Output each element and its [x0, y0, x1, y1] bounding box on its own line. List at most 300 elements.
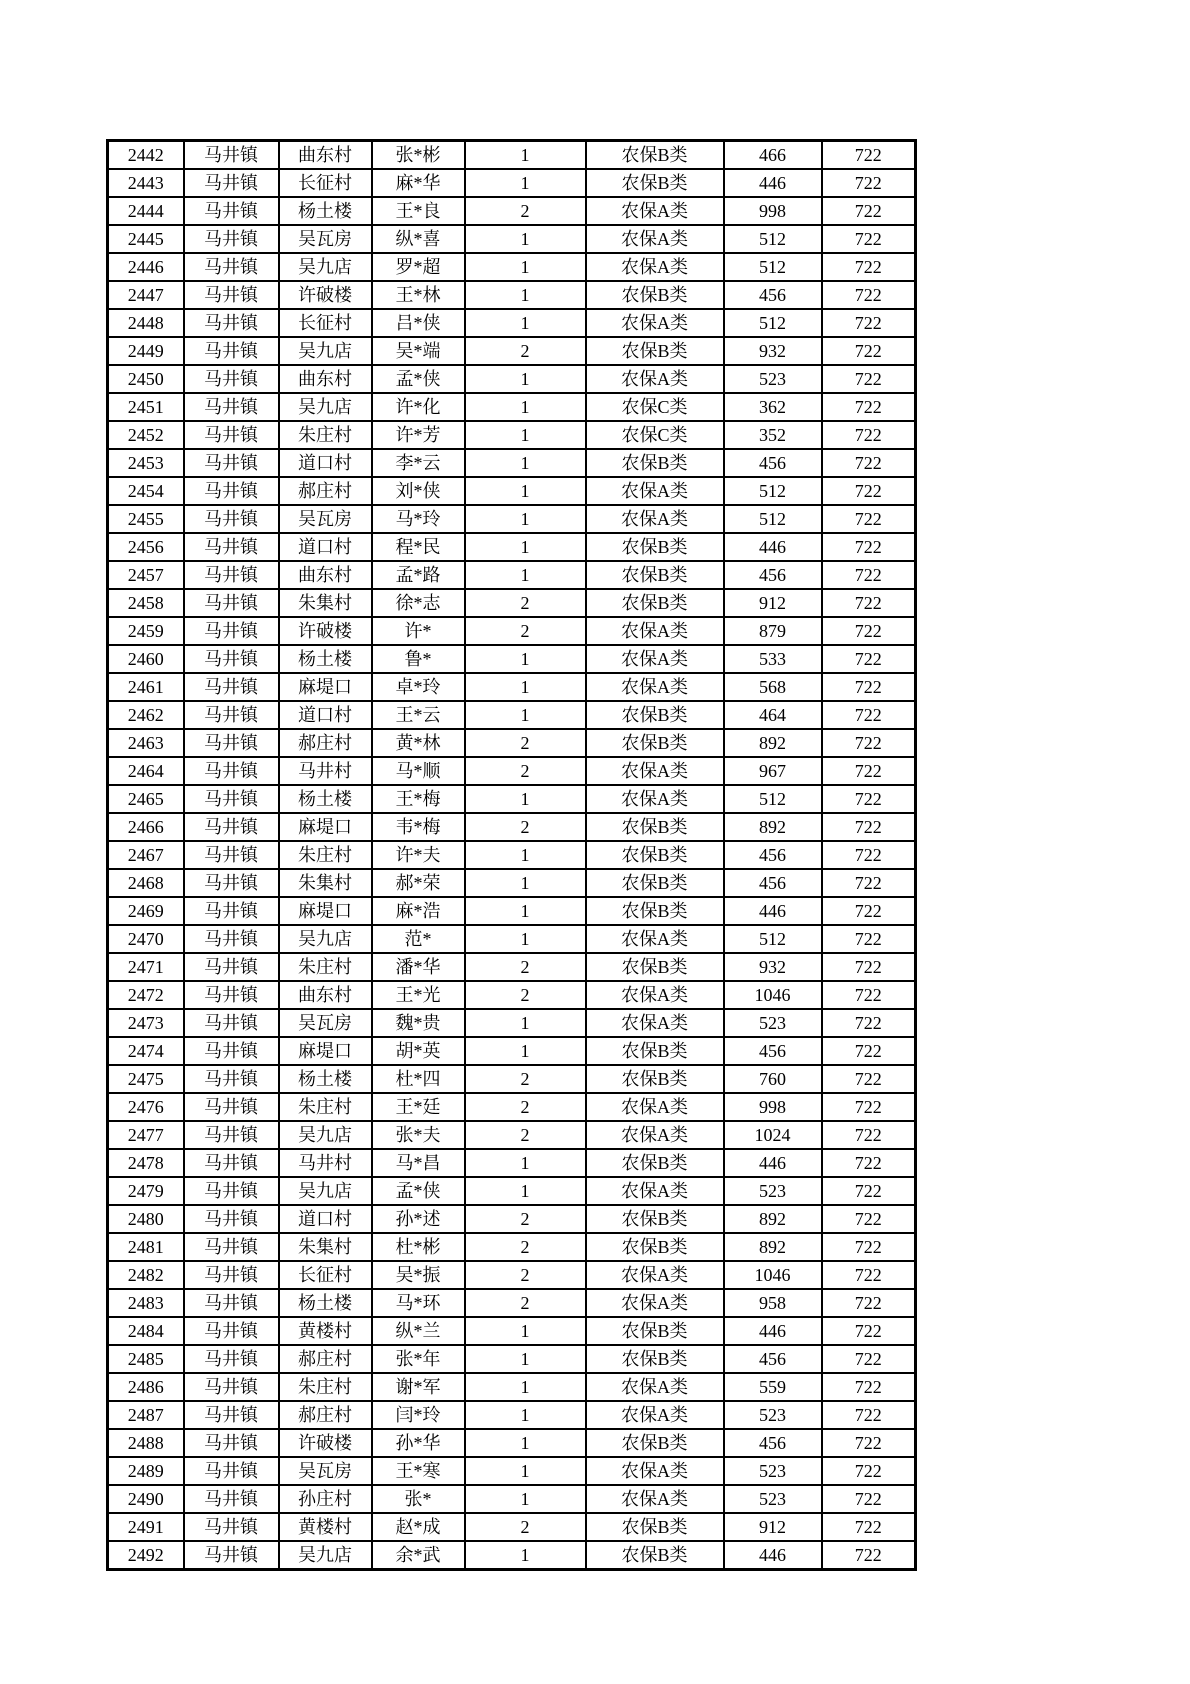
cell-town: 马井镇 — [184, 449, 279, 477]
cell-insurance-type: 农保A类 — [586, 981, 724, 1009]
cell-person-count: 1 — [465, 1149, 586, 1177]
cell-town: 马井镇 — [184, 421, 279, 449]
cell-insurance-type: 农保A类 — [586, 197, 724, 225]
cell-person-count: 1 — [465, 1373, 586, 1401]
cell-name: 孟*路 — [372, 561, 465, 589]
cell-insurance-type: 农保B类 — [586, 1541, 724, 1570]
cell-village: 朱庄村 — [279, 1093, 372, 1121]
table-row — [108, 897, 916, 925]
cell-insurance-type: 农保A类 — [586, 1121, 724, 1149]
cell-village: 长征村 — [279, 1261, 372, 1289]
cell-town: 马井镇 — [184, 1541, 279, 1570]
table-row — [108, 1261, 916, 1289]
cell-town: 马井镇 — [184, 1233, 279, 1261]
cell-insurance-type: 农保A类 — [586, 309, 724, 337]
cell-name: 罗*超 — [372, 253, 465, 281]
cell-amount: 523 — [724, 1457, 822, 1485]
cell-village: 杨土楼 — [279, 1289, 372, 1317]
cell-village: 吴九店 — [279, 1541, 372, 1570]
cell-person-count: 2 — [465, 953, 586, 981]
cell-amount: 932 — [724, 337, 822, 365]
cell-town: 马井镇 — [184, 1401, 279, 1429]
cell-serial-no: 2467 — [108, 841, 184, 869]
cell-village: 马井村 — [279, 757, 372, 785]
cell-name: 许*芳 — [372, 421, 465, 449]
cell-serial-no: 2482 — [108, 1261, 184, 1289]
cell-name: 许*化 — [372, 393, 465, 421]
cell-amount: 456 — [724, 1429, 822, 1457]
cell-name: 马*环 — [372, 1289, 465, 1317]
cell-person-count: 2 — [465, 813, 586, 841]
cell-name: 赵*成 — [372, 1513, 465, 1541]
cell-village: 朱庄村 — [279, 841, 372, 869]
cell-town: 马井镇 — [184, 729, 279, 757]
cell-person-count: 1 — [465, 1317, 586, 1345]
cell-standard: 722 — [822, 477, 916, 505]
cell-amount: 446 — [724, 897, 822, 925]
cell-serial-no: 2489 — [108, 1457, 184, 1485]
cell-town: 马井镇 — [184, 897, 279, 925]
cell-insurance-type: 农保B类 — [586, 813, 724, 841]
cell-standard: 722 — [822, 505, 916, 533]
cell-amount: 456 — [724, 869, 822, 897]
cell-name: 吴*振 — [372, 1261, 465, 1289]
table-row — [108, 1373, 916, 1401]
cell-serial-no: 2449 — [108, 337, 184, 365]
table-row — [108, 645, 916, 673]
cell-village: 马井村 — [279, 1149, 372, 1177]
cell-standard: 722 — [822, 897, 916, 925]
cell-town: 马井镇 — [184, 533, 279, 561]
cell-village: 朱庄村 — [279, 421, 372, 449]
cell-insurance-type: 农保B类 — [586, 533, 724, 561]
cell-town: 马井镇 — [184, 1093, 279, 1121]
cell-village: 吴九店 — [279, 925, 372, 953]
cell-serial-no: 2472 — [108, 981, 184, 1009]
table-row — [108, 589, 916, 617]
cell-village: 许破楼 — [279, 281, 372, 309]
cell-person-count: 1 — [465, 477, 586, 505]
cell-amount: 533 — [724, 645, 822, 673]
cell-town: 马井镇 — [184, 281, 279, 309]
cell-amount: 456 — [724, 561, 822, 589]
cell-amount: 892 — [724, 729, 822, 757]
cell-standard: 722 — [822, 813, 916, 841]
table-row — [108, 1093, 916, 1121]
cell-person-count: 1 — [465, 1485, 586, 1513]
cell-amount: 466 — [724, 141, 822, 170]
table-row — [108, 533, 916, 561]
cell-name: 王*良 — [372, 197, 465, 225]
cell-village: 吴瓦房 — [279, 1009, 372, 1037]
cell-serial-no: 2444 — [108, 197, 184, 225]
cell-amount: 892 — [724, 1233, 822, 1261]
cell-standard: 722 — [822, 673, 916, 701]
cell-name: 吕*侠 — [372, 309, 465, 337]
cell-town: 马井镇 — [184, 1373, 279, 1401]
cell-name: 王*光 — [372, 981, 465, 1009]
cell-village: 郝庄村 — [279, 1401, 372, 1429]
cell-amount: 912 — [724, 589, 822, 617]
cell-standard: 722 — [822, 1149, 916, 1177]
cell-standard: 722 — [822, 1373, 916, 1401]
cell-village: 吴瓦房 — [279, 1457, 372, 1485]
cell-amount: 523 — [724, 365, 822, 393]
cell-village: 黄楼村 — [279, 1317, 372, 1345]
cell-standard: 722 — [822, 421, 916, 449]
cell-serial-no: 2480 — [108, 1205, 184, 1233]
cell-standard: 722 — [822, 309, 916, 337]
cell-insurance-type: 农保A类 — [586, 645, 724, 673]
cell-insurance-type: 农保A类 — [586, 1457, 724, 1485]
cell-standard: 722 — [822, 869, 916, 897]
cell-insurance-type: 农保A类 — [586, 757, 724, 785]
cell-serial-no: 2457 — [108, 561, 184, 589]
cell-insurance-type: 农保C类 — [586, 393, 724, 421]
cell-person-count: 1 — [465, 1177, 586, 1205]
table-row — [108, 1429, 916, 1457]
cell-serial-no: 2445 — [108, 225, 184, 253]
cell-village: 朱庄村 — [279, 1373, 372, 1401]
table-row — [108, 925, 916, 953]
cell-name: 范* — [372, 925, 465, 953]
cell-insurance-type: 农保B类 — [586, 1317, 724, 1345]
cell-insurance-type: 农保B类 — [586, 701, 724, 729]
cell-town: 马井镇 — [184, 337, 279, 365]
cell-town: 马井镇 — [184, 757, 279, 785]
cell-person-count: 1 — [465, 645, 586, 673]
cell-village: 道口村 — [279, 533, 372, 561]
cell-village: 吴九店 — [279, 337, 372, 365]
cell-standard: 722 — [822, 1429, 916, 1457]
cell-standard: 722 — [822, 225, 916, 253]
cell-town: 马井镇 — [184, 589, 279, 617]
cell-village: 吴瓦房 — [279, 505, 372, 533]
cell-town: 马井镇 — [184, 785, 279, 813]
cell-insurance-type: 农保B类 — [586, 1065, 724, 1093]
cell-village: 长征村 — [279, 169, 372, 197]
cell-amount: 523 — [724, 1485, 822, 1513]
table-row — [108, 953, 916, 981]
cell-town: 马井镇 — [184, 701, 279, 729]
cell-town: 马井镇 — [184, 869, 279, 897]
cell-standard: 722 — [822, 1513, 916, 1541]
cell-name: 纵*兰 — [372, 1317, 465, 1345]
cell-town: 马井镇 — [184, 1177, 279, 1205]
cell-name: 孙*述 — [372, 1205, 465, 1233]
cell-serial-no: 2442 — [108, 141, 184, 170]
cell-standard: 722 — [822, 1093, 916, 1121]
cell-insurance-type: 农保B类 — [586, 869, 724, 897]
cell-name: 黄*林 — [372, 729, 465, 757]
cell-serial-no: 2486 — [108, 1373, 184, 1401]
cell-name: 徐*志 — [372, 589, 465, 617]
cell-serial-no: 2447 — [108, 281, 184, 309]
cell-amount: 512 — [724, 925, 822, 953]
cell-standard: 722 — [822, 1345, 916, 1373]
cell-amount: 456 — [724, 841, 822, 869]
cell-village: 吴瓦房 — [279, 225, 372, 253]
cell-name: 余*武 — [372, 1541, 465, 1570]
cell-name: 刘*侠 — [372, 477, 465, 505]
cell-village: 朱集村 — [279, 589, 372, 617]
cell-person-count: 2 — [465, 617, 586, 645]
cell-amount: 456 — [724, 1037, 822, 1065]
cell-serial-no: 2456 — [108, 533, 184, 561]
cell-town: 马井镇 — [184, 1121, 279, 1149]
cell-serial-no: 2464 — [108, 757, 184, 785]
cell-person-count: 1 — [465, 925, 586, 953]
table-row — [108, 449, 916, 477]
cell-name: 张*年 — [372, 1345, 465, 1373]
cell-serial-no: 2479 — [108, 1177, 184, 1205]
cell-name: 程*民 — [372, 533, 465, 561]
cell-serial-no: 2490 — [108, 1485, 184, 1513]
table-row — [108, 197, 916, 225]
table-row — [108, 1121, 916, 1149]
cell-village: 道口村 — [279, 701, 372, 729]
table-row — [108, 225, 916, 253]
table-row — [108, 813, 916, 841]
cell-serial-no: 2477 — [108, 1121, 184, 1149]
cell-insurance-type: 农保B类 — [586, 1149, 724, 1177]
cell-standard: 722 — [822, 1289, 916, 1317]
cell-village: 吴九店 — [279, 1177, 372, 1205]
cell-village: 孙庄村 — [279, 1485, 372, 1513]
cell-amount: 879 — [724, 617, 822, 645]
cell-village: 麻堤口 — [279, 1037, 372, 1065]
table-row — [108, 1149, 916, 1177]
cell-town: 马井镇 — [184, 925, 279, 953]
table-row — [108, 1233, 916, 1261]
cell-town: 马井镇 — [184, 1345, 279, 1373]
cell-insurance-type: 农保A类 — [586, 253, 724, 281]
cell-town: 马井镇 — [184, 981, 279, 1009]
table-row — [108, 1485, 916, 1513]
cell-insurance-type: 农保A类 — [586, 1093, 724, 1121]
cell-name: 纵*喜 — [372, 225, 465, 253]
cell-person-count: 1 — [465, 1401, 586, 1429]
cell-standard: 722 — [822, 365, 916, 393]
cell-amount: 998 — [724, 1093, 822, 1121]
cell-amount: 512 — [724, 309, 822, 337]
cell-insurance-type: 农保A类 — [586, 365, 724, 393]
cell-village: 许破楼 — [279, 1429, 372, 1457]
cell-person-count: 2 — [465, 1093, 586, 1121]
cell-insurance-type: 农保A类 — [586, 1261, 724, 1289]
cell-name: 许* — [372, 617, 465, 645]
cell-standard: 722 — [822, 533, 916, 561]
table-row — [108, 701, 916, 729]
cell-insurance-type: 农保B类 — [586, 841, 724, 869]
table-row — [108, 729, 916, 757]
cell-amount: 512 — [724, 477, 822, 505]
cell-standard: 722 — [822, 729, 916, 757]
cell-town: 马井镇 — [184, 1205, 279, 1233]
cell-village: 杨土楼 — [279, 785, 372, 813]
table-row — [108, 141, 916, 170]
cell-standard: 722 — [822, 953, 916, 981]
cell-serial-no: 2492 — [108, 1541, 184, 1570]
table-row — [108, 1317, 916, 1345]
cell-insurance-type: 农保B类 — [586, 1233, 724, 1261]
cell-village: 杨土楼 — [279, 1065, 372, 1093]
cell-standard: 722 — [822, 925, 916, 953]
cell-person-count: 2 — [465, 1121, 586, 1149]
cell-village: 麻堤口 — [279, 897, 372, 925]
table-row — [108, 1401, 916, 1429]
cell-serial-no: 2465 — [108, 785, 184, 813]
cell-serial-no: 2443 — [108, 169, 184, 197]
cell-amount: 892 — [724, 813, 822, 841]
cell-person-count: 1 — [465, 701, 586, 729]
cell-village: 吴九店 — [279, 1121, 372, 1149]
cell-name: 张*彬 — [372, 141, 465, 170]
cell-village: 杨土楼 — [279, 645, 372, 673]
cell-serial-no: 2471 — [108, 953, 184, 981]
cell-village: 麻堤口 — [279, 673, 372, 701]
cell-town: 马井镇 — [184, 1485, 279, 1513]
cell-serial-no: 2485 — [108, 1345, 184, 1373]
cell-serial-no: 2483 — [108, 1289, 184, 1317]
cell-village: 曲东村 — [279, 141, 372, 170]
cell-amount: 446 — [724, 1317, 822, 1345]
table-row — [108, 1289, 916, 1317]
cell-name: 张* — [372, 1485, 465, 1513]
cell-person-count: 1 — [465, 869, 586, 897]
cell-name: 孟*侠 — [372, 365, 465, 393]
cell-person-count: 2 — [465, 1205, 586, 1233]
cell-insurance-type: 农保B类 — [586, 141, 724, 170]
cell-insurance-type: 农保A类 — [586, 1177, 724, 1205]
cell-village: 郝庄村 — [279, 1345, 372, 1373]
cell-person-count: 1 — [465, 841, 586, 869]
cell-name: 胡*英 — [372, 1037, 465, 1065]
cell-person-count: 1 — [465, 141, 586, 170]
cell-standard: 722 — [822, 197, 916, 225]
table-row — [108, 673, 916, 701]
cell-person-count: 1 — [465, 281, 586, 309]
cell-serial-no: 2473 — [108, 1009, 184, 1037]
cell-village: 朱庄村 — [279, 953, 372, 981]
table-row — [108, 337, 916, 365]
cell-town: 马井镇 — [184, 197, 279, 225]
table-row — [108, 477, 916, 505]
cell-standard: 722 — [822, 617, 916, 645]
cell-name: 麻*浩 — [372, 897, 465, 925]
cell-serial-no: 2491 — [108, 1513, 184, 1541]
records-table-body — [108, 141, 916, 1570]
table-row — [108, 1541, 916, 1570]
cell-town: 马井镇 — [184, 1065, 279, 1093]
cell-amount: 958 — [724, 1289, 822, 1317]
cell-village: 许破楼 — [279, 617, 372, 645]
cell-person-count: 1 — [465, 421, 586, 449]
cell-standard: 722 — [822, 253, 916, 281]
cell-amount: 456 — [724, 281, 822, 309]
cell-town: 马井镇 — [184, 1009, 279, 1037]
cell-village: 朱集村 — [279, 869, 372, 897]
table-row — [108, 1009, 916, 1037]
cell-name: 王*廷 — [372, 1093, 465, 1121]
cell-person-count: 1 — [465, 309, 586, 337]
records-table — [106, 139, 917, 1571]
cell-amount: 512 — [724, 253, 822, 281]
cell-insurance-type: 农保A类 — [586, 1373, 724, 1401]
cell-amount: 1046 — [724, 981, 822, 1009]
table-row — [108, 1457, 916, 1485]
cell-town: 马井镇 — [184, 225, 279, 253]
cell-village: 曲东村 — [279, 365, 372, 393]
cell-standard: 722 — [822, 757, 916, 785]
cell-town: 马井镇 — [184, 841, 279, 869]
cell-person-count: 1 — [465, 365, 586, 393]
cell-standard: 722 — [822, 449, 916, 477]
cell-serial-no: 2458 — [108, 589, 184, 617]
cell-person-count: 2 — [465, 729, 586, 757]
cell-standard: 722 — [822, 1009, 916, 1037]
cell-amount: 352 — [724, 421, 822, 449]
cell-insurance-type: 农保B类 — [586, 337, 724, 365]
cell-person-count: 2 — [465, 1233, 586, 1261]
cell-village: 郝庄村 — [279, 477, 372, 505]
cell-serial-no: 2484 — [108, 1317, 184, 1345]
cell-standard: 722 — [822, 1205, 916, 1233]
cell-serial-no: 2487 — [108, 1401, 184, 1429]
cell-person-count: 2 — [465, 1065, 586, 1093]
cell-town: 马井镇 — [184, 645, 279, 673]
cell-village: 吴九店 — [279, 253, 372, 281]
cell-person-count: 2 — [465, 197, 586, 225]
cell-name: 李*云 — [372, 449, 465, 477]
cell-amount: 456 — [724, 1345, 822, 1373]
cell-insurance-type: 农保B类 — [586, 1037, 724, 1065]
cell-serial-no: 2468 — [108, 869, 184, 897]
cell-name: 王*寒 — [372, 1457, 465, 1485]
cell-person-count: 1 — [465, 169, 586, 197]
cell-insurance-type: 农保B类 — [586, 729, 724, 757]
cell-insurance-type: 农保B类 — [586, 1205, 724, 1233]
cell-name: 潘*华 — [372, 953, 465, 981]
cell-amount: 512 — [724, 225, 822, 253]
cell-name: 郝*荣 — [372, 869, 465, 897]
cell-person-count: 1 — [465, 505, 586, 533]
cell-serial-no: 2450 — [108, 365, 184, 393]
cell-person-count: 1 — [465, 1457, 586, 1485]
cell-village: 曲东村 — [279, 981, 372, 1009]
cell-amount: 446 — [724, 533, 822, 561]
cell-insurance-type: 农保A类 — [586, 785, 724, 813]
table-row — [108, 757, 916, 785]
cell-standard: 722 — [822, 1121, 916, 1149]
cell-amount: 523 — [724, 1177, 822, 1205]
cell-serial-no: 2475 — [108, 1065, 184, 1093]
cell-village: 道口村 — [279, 1205, 372, 1233]
cell-standard: 722 — [822, 1485, 916, 1513]
cell-person-count: 1 — [465, 393, 586, 421]
cell-serial-no: 2474 — [108, 1037, 184, 1065]
cell-village: 曲东村 — [279, 561, 372, 589]
cell-serial-no: 2466 — [108, 813, 184, 841]
cell-person-count: 2 — [465, 757, 586, 785]
cell-person-count: 1 — [465, 673, 586, 701]
cell-standard: 722 — [822, 1401, 916, 1429]
cell-name: 王*梅 — [372, 785, 465, 813]
table-row — [108, 869, 916, 897]
cell-standard: 722 — [822, 1317, 916, 1345]
cell-person-count: 2 — [465, 1513, 586, 1541]
cell-town: 马井镇 — [184, 365, 279, 393]
